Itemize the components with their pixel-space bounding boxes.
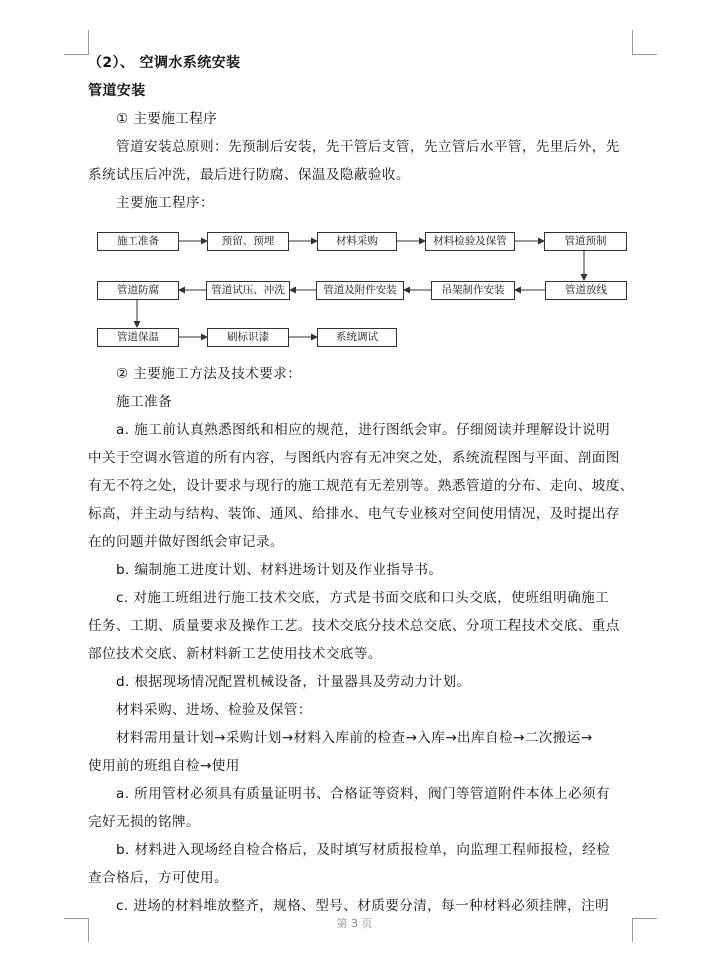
- flow-box: 管道预制: [544, 232, 627, 251]
- flow-box: 管道放线: [545, 281, 627, 300]
- paragraph-line: 使用前的班组自检→使用: [88, 758, 240, 774]
- paragraph-line: 材料需用量计划→采购计划→材料入库前的检查→入库→出库自检→二次搬运→: [116, 730, 593, 746]
- crop-mark-top-left-v: [88, 30, 89, 54]
- flow-box: 材料采购: [317, 232, 397, 251]
- paragraph-line: a. 施工前认真熟悉图纸和相应的规范，进行图纸会审。仔细阅读并理解设计说明: [116, 422, 610, 438]
- page-number: 第 3 页: [336, 917, 373, 930]
- paragraph-line: ① 主要施工程序: [116, 111, 218, 127]
- paragraph-line: 查合格后，方可使用。: [88, 870, 228, 886]
- flow-box: 材料检验及保管: [425, 232, 515, 251]
- flow-box: 管道保温: [97, 328, 179, 347]
- paragraph-line: c. 对施工班组进行施工技术交底，方式是书面交底和口头交底，使班组明确施工: [116, 590, 610, 606]
- paragraph-line: 材料采购、进场、检验及保管：: [116, 702, 312, 718]
- flow-box: 预留、预埋: [207, 232, 289, 251]
- paragraph-line: a. 所用管材必须具有质量证明书、合格证等资料，阀门等管道附件本体上必须有: [116, 786, 610, 802]
- flow-box: 管道防腐: [97, 281, 179, 300]
- paragraph-line: 中关于空调水管道的所有内容，与图纸内容有无冲突之处，系统流程图与平面、剖面图: [88, 450, 620, 466]
- flow-box: 吊架制作安装: [431, 281, 515, 300]
- paragraph-line: 有无不符之处，设计要求与现行的施工规范有无差别等。熟悉管道的分布、走向、坡度、: [88, 478, 634, 494]
- paragraph-line: 任务、工期、质量要求及操作工艺。技术交底分技术总交底、分项工程技术交底、重点: [88, 618, 620, 634]
- paragraph-line: 完好无损的铭牌。: [88, 814, 200, 830]
- paragraph-line: 系统试压后冲洗，最后进行防腐、保温及隐蔽验收。: [88, 167, 410, 183]
- paragraph-line: 部位技术交底、新材料新工艺使用技术交底等。: [88, 646, 382, 662]
- paragraph-line: 主要施工程序：: [116, 195, 214, 211]
- flow-box: 系统调试: [317, 328, 397, 347]
- paragraph-line: b. 编制施工进度计划、材料进场计划及作业指导书。: [116, 562, 443, 578]
- crop-mark-top-left-h: [64, 54, 89, 55]
- flow-box: 施工准备: [97, 232, 179, 251]
- crop-mark-top-right-v: [632, 30, 633, 54]
- crop-mark-top-right-h: [632, 54, 657, 55]
- paragraph-line: d. 根据现场情况配置机械设备，计量器具及劳动力计划。: [116, 674, 471, 690]
- flow-box: 管道试压、冲洗: [206, 281, 290, 300]
- paragraph-line: 在的问题并做好图纸会审记录。: [88, 534, 284, 550]
- flow-box: 刷标识漆: [207, 328, 289, 347]
- paragraph-line: ② 主要施工方法及技术要求：: [116, 366, 302, 382]
- paragraph-line: 管道安装总原则：先预制后安装，先干管后支管，先立管后水平管，先里后外，先: [116, 139, 620, 155]
- paragraph-line: b. 材料进入现场经自检合格后，及时填写材质报检单，向监理工程师报检，经检: [116, 842, 611, 858]
- flow-box: 管道及附件安装: [316, 281, 404, 300]
- subsection-heading: 管道安装: [88, 83, 146, 99]
- section-heading: （2）、 空调水系统安装: [88, 55, 241, 71]
- paragraph-line: 标高，并主动与结构、装饰、通风、给排水、电气专业核对空间使用情况，及时提出存: [88, 506, 620, 522]
- paragraph-line: c. 进场的材料堆放整齐，规格、型号、材质要分清，每一种材料必须挂牌，注明: [116, 898, 610, 914]
- paragraph-line: 施工准备: [116, 394, 172, 410]
